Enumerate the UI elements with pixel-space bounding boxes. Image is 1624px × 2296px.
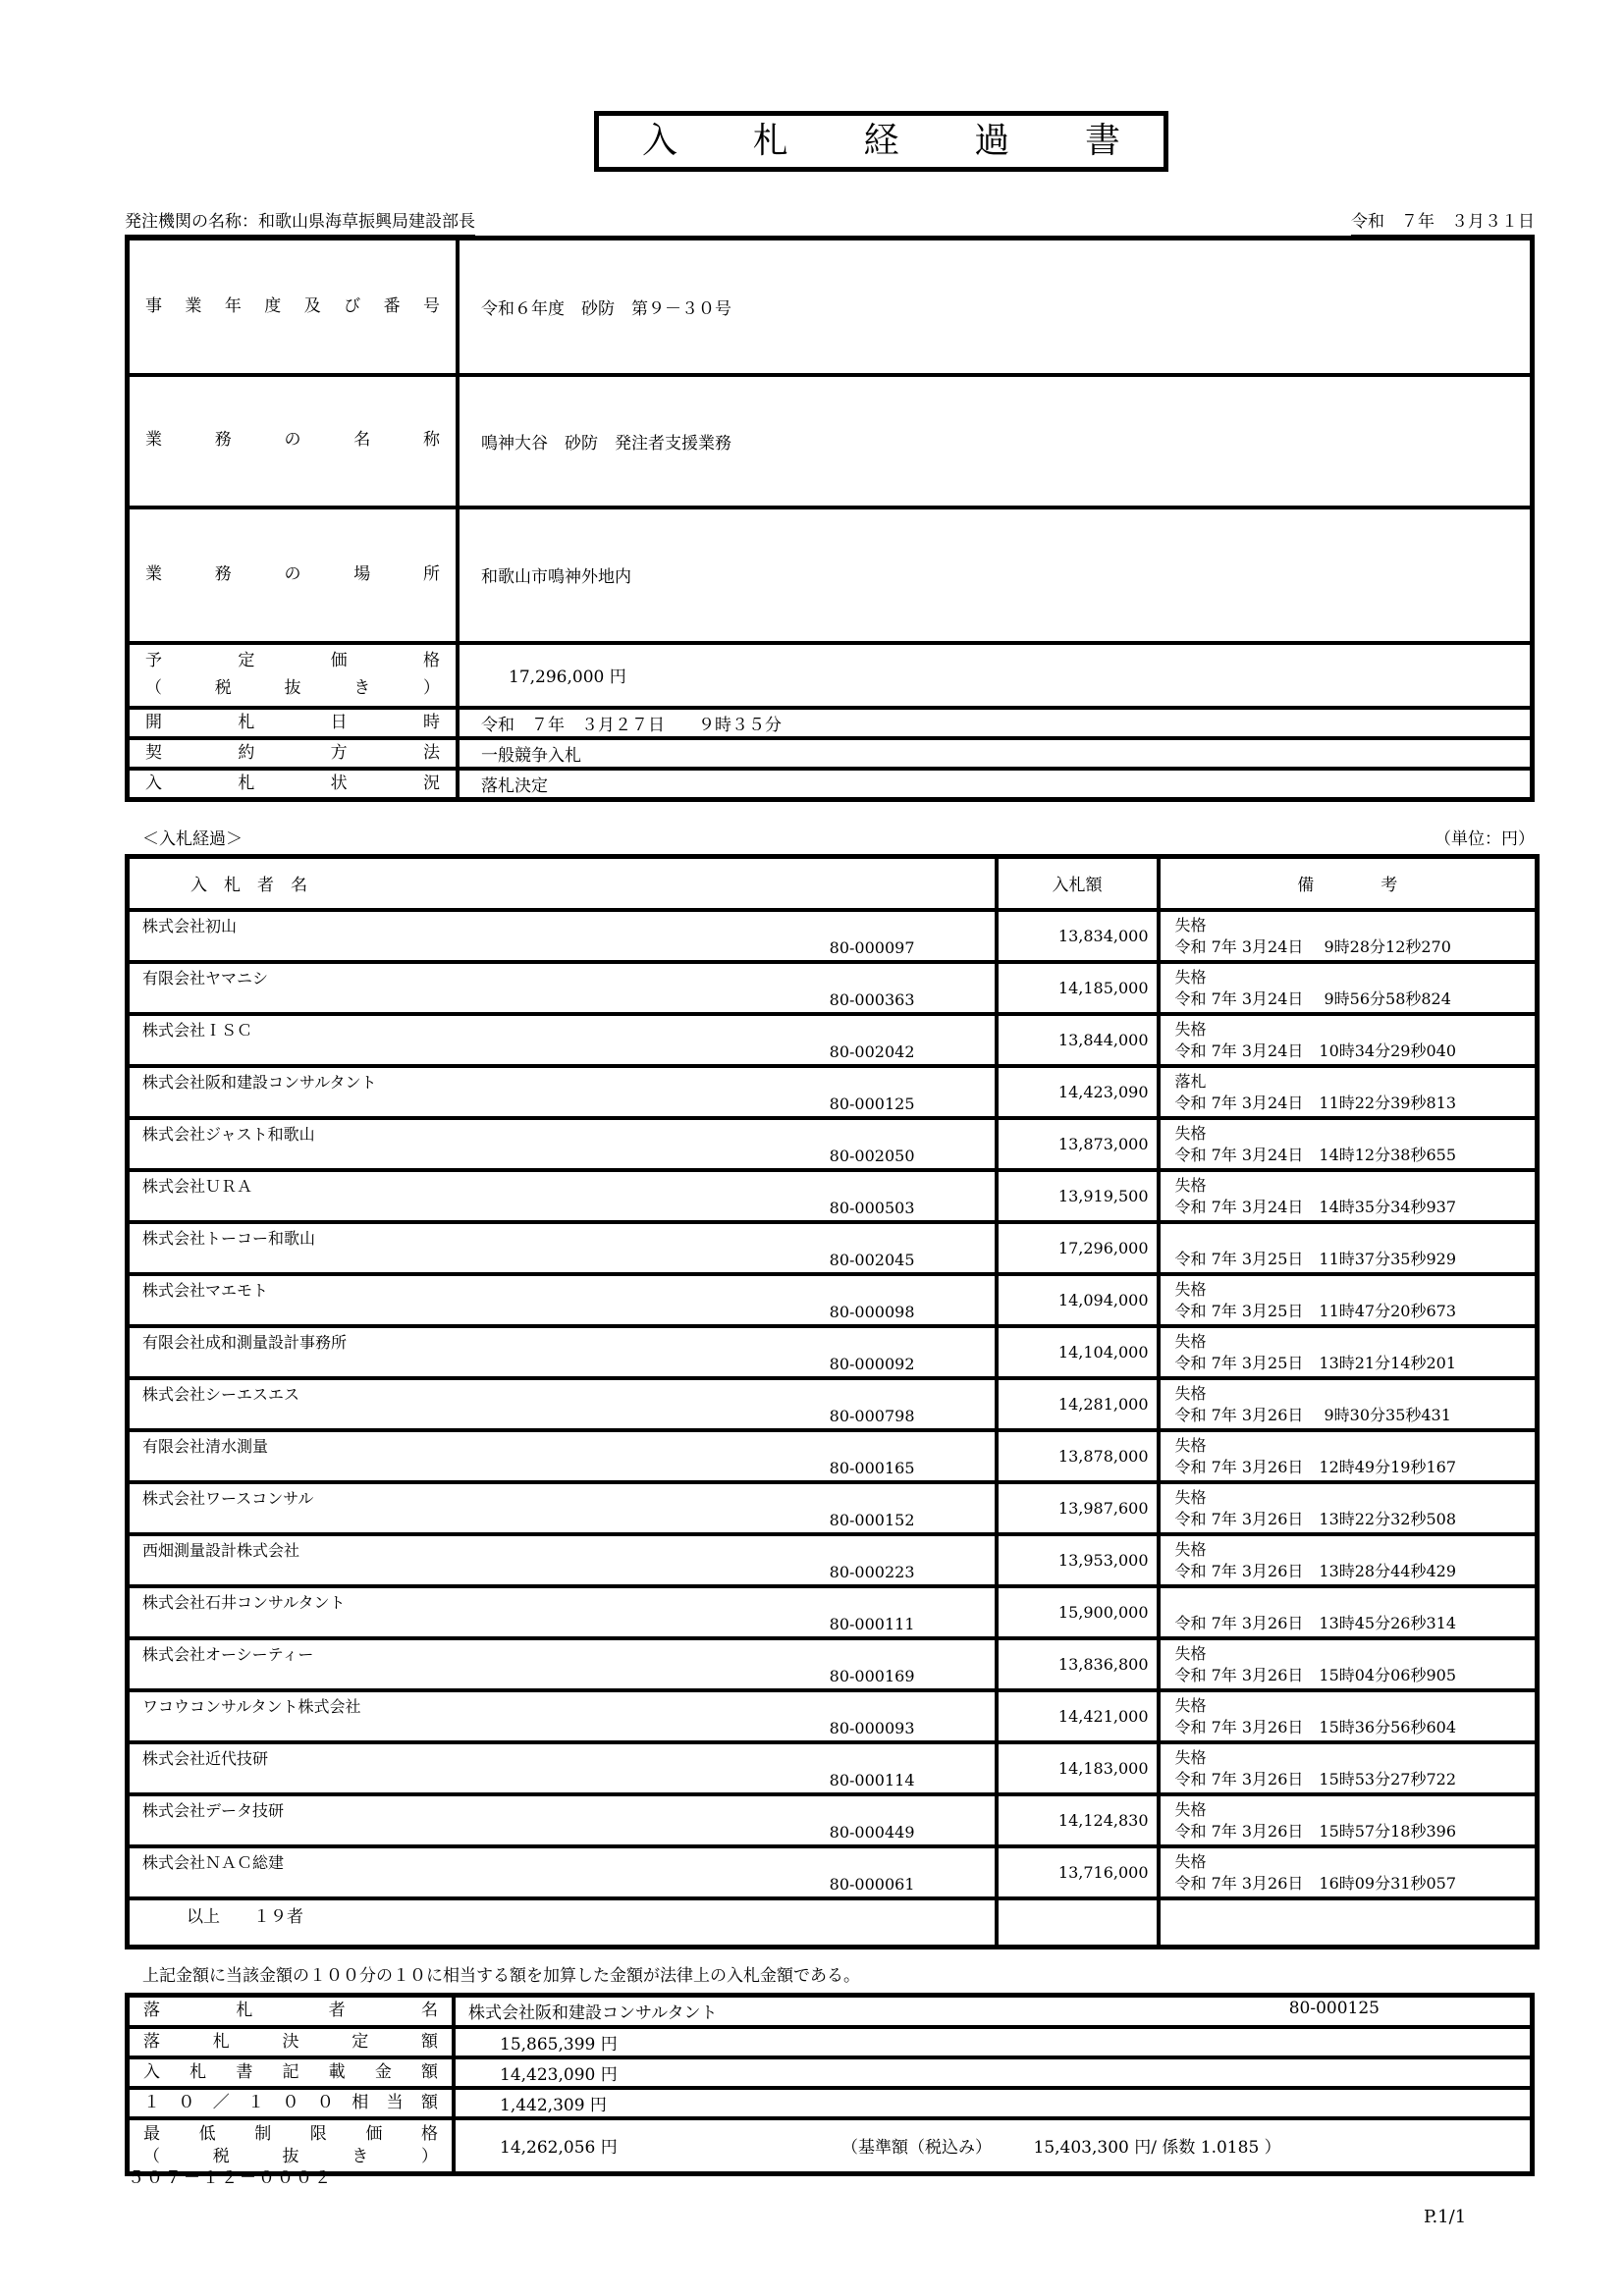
bid-amount: 13,953,000 [997, 1534, 1159, 1586]
bidder-name-cell [128, 1118, 997, 1170]
bid-timestamp: 令和 7年 3月25日 11時47分20秒673 [1174, 1301, 1457, 1320]
bidder-name: 株式会社ジャスト和歌山 [142, 1124, 315, 1144]
bidder-code: 80-000097 [829, 937, 915, 957]
summary-label: 契約方法 [145, 742, 440, 763]
remarks-cell [1159, 1534, 1538, 1586]
bid-row [128, 962, 1538, 1014]
bid-amount: 13,919,500 [997, 1170, 1159, 1222]
bid-amount: 14,185,000 [997, 962, 1159, 1014]
bid-timestamp: 令和 7年 3月26日 12時49分19秒167 [1174, 1457, 1457, 1476]
summary-row-location [128, 507, 1533, 643]
bidder-name: 株式会社トーコー和歌山 [142, 1228, 316, 1248]
bidder-name: 株式会社マエモト [142, 1280, 269, 1300]
award-value: 14,262,056 円 [500, 2138, 618, 2159]
summary-label: 予定価格 [145, 651, 440, 671]
award-row-ten-percent [128, 2088, 1533, 2118]
bid-timestamp: 令和 7年 3月24日 14時35分34秒937 [1174, 1197, 1457, 1216]
bid-row [128, 910, 1538, 962]
summary-value: 一般競争入札 [458, 738, 1533, 769]
bidder-name-cell [128, 1638, 997, 1690]
bidder-name-cell [128, 910, 997, 962]
award-row-winner [128, 1996, 1533, 2027]
bid-row [128, 1222, 1538, 1274]
bid-amount: 13,873,000 [997, 1118, 1159, 1170]
remarks-cell [1159, 1638, 1538, 1690]
summary-value: 17,296,000 円 [458, 643, 1533, 708]
bid-timestamp: 令和 7年 3月26日 13時22分32秒508 [1174, 1509, 1457, 1528]
bid-amount: 15,900,000 [997, 1586, 1159, 1638]
bid-table-header [128, 857, 1538, 910]
remarks-cell [1159, 1066, 1538, 1118]
remarks-cell [1159, 1586, 1538, 1638]
summary-label: 入札状況 [145, 773, 440, 793]
award-label: １０／１００相当額 [143, 2092, 438, 2112]
bidder-code: 80-002045 [829, 1250, 915, 1269]
remarks-cell [1159, 1430, 1538, 1482]
bidder-name: 有限会社ヤマニシ [142, 968, 269, 988]
bid-row [128, 1794, 1538, 1846]
bidder-code: 80-000125 [829, 1094, 915, 1113]
bid-amount: 14,124,830 [997, 1794, 1159, 1846]
legal-note: 上記金額に当該金額の１００分の１０に相当する額を加算した金額が法律上の入札金額である。 [142, 1966, 860, 1986]
document-title-box [594, 111, 1168, 172]
bid-row [128, 1326, 1538, 1378]
bid-status [1162, 1589, 1535, 1613]
bidder-name: 株式会社ワースコンサル [142, 1488, 314, 1508]
bidder-code: 80-002050 [829, 1146, 915, 1165]
summary-label: 開札日時 [145, 712, 440, 732]
award-label: 落札者名 [143, 2001, 438, 2021]
bidder-code: 80-002042 [829, 1041, 915, 1061]
remarks-cell [1159, 1274, 1538, 1326]
summary-label: 事業年度及び番号 [145, 295, 440, 316]
bidder-name-cell [128, 1014, 997, 1066]
bidder-name: 株式会社シーエスエス [142, 1384, 300, 1404]
bidder-name: 株式会社ＩＳＣ [142, 1020, 253, 1040]
bidder-code: 80-000111 [829, 1614, 915, 1633]
base-amount-note: （基準額（税込み） 15,403,300 円/ 係数 1.0185 ） [841, 2138, 1281, 2159]
bidder-code: 80-000449 [829, 1822, 915, 1842]
bidder-name: ワコウコンサルタント株式会社 [142, 1696, 361, 1716]
bid-amount: 14,104,000 [997, 1326, 1159, 1378]
bidder-name: 株式会社初山 [142, 916, 238, 935]
bid-timestamp: 令和 7年 3月26日 13時45分26秒314 [1174, 1613, 1457, 1632]
bid-row [128, 1534, 1538, 1586]
bid-timestamp: 令和 7年 3月26日 15時53分27秒722 [1174, 1769, 1457, 1789]
remarks-cell [1159, 1222, 1538, 1274]
bid-timestamp: 令和 7年 3月26日 9時30分35秒431 [1174, 1405, 1451, 1424]
bidder-code: 80-000169 [829, 1666, 915, 1685]
remarks-cell [1159, 1846, 1538, 1898]
bid-status: 失格 [1174, 1643, 1207, 1663]
bid-amount: 14,183,000 [997, 1742, 1159, 1794]
summary-row-contract-method [128, 738, 1533, 769]
bid-table [125, 854, 1540, 1949]
award-table [125, 1993, 1535, 2176]
remarks-cell [1159, 1326, 1538, 1378]
bidder-code: 80-000098 [829, 1302, 915, 1321]
bidder-code: 80-000152 [829, 1510, 915, 1529]
bidder-code: 80-000061 [829, 1874, 915, 1894]
bidder-name-cell [128, 1534, 997, 1586]
bidder-code: 80-000114 [829, 1770, 915, 1789]
bidder-code: 80-000093 [829, 1718, 915, 1737]
bid-row [128, 1170, 1538, 1222]
summary-row-bid-status [128, 769, 1533, 800]
bid-timestamp: 令和 7年 3月26日 13時28分44秒429 [1174, 1561, 1457, 1580]
empty-bid-row [128, 1898, 1538, 1948]
bidder-code: 80-000798 [829, 1406, 915, 1425]
summary-value: 落札決定 [458, 769, 1533, 800]
bid-status: 失格 [1174, 1851, 1207, 1871]
bid-amount: 14,421,000 [997, 1690, 1159, 1742]
bid-timestamp: 令和 7年 3月24日 9時56分58秒824 [1174, 988, 1451, 1008]
bid-status: 失格 [1174, 1383, 1207, 1403]
bidder-name-cell [128, 1742, 997, 1794]
award-label-line2: （税抜き） [143, 2146, 438, 2166]
bidder-code: 80-000092 [829, 1354, 915, 1373]
remarks-cell [1159, 1378, 1538, 1430]
bid-amount: 13,834,000 [997, 910, 1159, 962]
bid-status: 失格 [1174, 915, 1207, 934]
bid-status: 失格 [1174, 1279, 1207, 1299]
remarks-cell [1159, 1742, 1538, 1794]
summary-label-line2: （税抜き） [145, 677, 440, 698]
remarks-cell [1159, 1014, 1538, 1066]
bid-timestamp: 令和 7年 3月26日 15時36分56秒604 [1174, 1717, 1457, 1736]
bid-row [128, 1586, 1538, 1638]
document-date: 令和 ７年 ３月３１日 [1351, 207, 1535, 237]
bid-row [128, 1118, 1538, 1170]
summary-row-opening-datetime [128, 708, 1533, 738]
bidder-count-note: 以上 １９者 [187, 1907, 303, 1927]
bidder-name-cell [128, 1274, 997, 1326]
winner-code: 80-000125 [1288, 1999, 1380, 2019]
bid-status: 落札 [1174, 1071, 1207, 1091]
winner-name: 株式会社阪和建設コンサルタント [468, 2003, 718, 2024]
bid-timestamp: 令和 7年 3月26日 15時57分18秒396 [1174, 1821, 1457, 1841]
bid-amount: 14,094,000 [997, 1274, 1159, 1326]
bidder-name-cell [128, 1430, 997, 1482]
bidder-name: 西畑測量設計株式会社 [142, 1540, 300, 1560]
award-row-minimum-price [128, 2118, 1533, 2174]
summary-value: 和歌山市鳴神外地内 [458, 507, 1533, 643]
unit-note: （単位：円） [1435, 829, 1535, 849]
document-number: ５０７－１２－０００２ [128, 2168, 333, 2188]
bid-timestamp: 令和 7年 3月25日 13時21分14秒201 [1174, 1353, 1457, 1372]
award-label: 最低制限価格 [143, 2123, 438, 2144]
bidder-name-cell [128, 1170, 997, 1222]
bidder-name-cell [128, 1846, 997, 1898]
bid-amount: 13,878,000 [997, 1430, 1159, 1482]
summary-value: 令和６年度 砂防 第９－３０号 [458, 239, 1533, 375]
bid-timestamp: 令和 7年 3月24日 10時34分29秒040 [1174, 1041, 1457, 1060]
award-row-decided-amount [128, 2027, 1533, 2057]
remarks-cell [1159, 1794, 1538, 1846]
bid-row [128, 1742, 1538, 1794]
summary-row-planned-price [128, 643, 1533, 708]
bidder-name: 株式会社石井コンサルタント [142, 1592, 346, 1612]
bidder-name: 株式会社ＵＲＡ [142, 1176, 253, 1196]
bid-status: 失格 [1174, 1539, 1207, 1559]
bidder-name-cell [128, 1586, 997, 1638]
remarks-cell [1159, 1690, 1538, 1742]
bidder-name: 株式会社オーシーティー [142, 1644, 314, 1664]
bid-status: 失格 [1174, 1487, 1207, 1507]
bidder-name-cell [128, 1482, 997, 1534]
bid-status: 失格 [1174, 1175, 1207, 1195]
remarks-cell [1159, 1170, 1538, 1222]
bid-timestamp: 令和 7年 3月25日 11時37分35秒929 [1174, 1249, 1457, 1268]
bid-row [128, 1482, 1538, 1534]
bid-row [128, 1690, 1538, 1742]
bidder-name: 有限会社成和測量設計事務所 [142, 1332, 348, 1352]
bidder-code: 80-000363 [829, 989, 915, 1009]
bid-row [128, 1638, 1538, 1690]
bid-amount: 13,844,000 [997, 1014, 1159, 1066]
bid-status: 失格 [1174, 1747, 1207, 1767]
bid-status: 失格 [1174, 1123, 1207, 1143]
bidder-name-cell [128, 962, 997, 1014]
award-label: 入札書記載金額 [143, 2061, 438, 2082]
bid-timestamp: 令和 7年 3月26日 15時04分06秒905 [1174, 1665, 1457, 1684]
bid-timestamp: 令和 7年 3月24日 9時28分12秒270 [1174, 936, 1451, 956]
summary-row-project-number [128, 239, 1533, 375]
summary-label: 業務の場所 [145, 563, 440, 584]
award-row-bid-written-amount [128, 2057, 1533, 2088]
bid-status: 失格 [1174, 1331, 1207, 1351]
bid-timestamp: 令和 7年 3月24日 14時12分38秒655 [1174, 1145, 1457, 1164]
bid-status: 失格 [1174, 967, 1207, 987]
award-value: 15,865,399 円 [500, 2034, 618, 2055]
remarks-cell [1159, 962, 1538, 1014]
bidder-code: 80-000165 [829, 1458, 915, 1477]
bid-row [128, 1066, 1538, 1118]
bid-amount: 13,716,000 [997, 1846, 1159, 1898]
award-value: 14,423,090 円 [500, 2064, 618, 2085]
summary-label: 業務の名称 [145, 430, 440, 451]
bid-amount: 13,987,600 [997, 1482, 1159, 1534]
bid-timestamp: 令和 7年 3月24日 11時22分39秒813 [1174, 1093, 1457, 1112]
summary-table [125, 236, 1535, 802]
bid-amount: 13,836,800 [997, 1638, 1159, 1690]
bid-amount: 14,423,090 [997, 1066, 1159, 1118]
bidder-name-cell [128, 1378, 997, 1430]
bid-status: 失格 [1174, 1019, 1207, 1039]
bidder-code: 80-000503 [829, 1198, 915, 1217]
bid-row [128, 1430, 1538, 1482]
bid-status: 失格 [1174, 1435, 1207, 1455]
summary-row-project-name [128, 375, 1533, 507]
bidder-name: 株式会社近代技研 [142, 1748, 269, 1768]
bidder-name-cell [128, 1326, 997, 1378]
bidder-name: 株式会社ＮＡＣ総建 [142, 1852, 285, 1872]
col-bid-amount: 入札額 [997, 857, 1159, 910]
bid-row [128, 1014, 1538, 1066]
bidder-name: 株式会社阪和建設コンサルタント [142, 1072, 377, 1092]
remarks-cell [1159, 1482, 1538, 1534]
col-remarks: 備 考 [1159, 857, 1538, 910]
bid-section-caption: ＜入札経過＞ [142, 829, 243, 849]
ordering-agency: 発注機関の名称：和歌山県海草振興局建設部長 [125, 207, 475, 237]
col-bidder-name: 入 札 者 名 [128, 857, 997, 910]
bidder-name: 有限会社清水測量 [142, 1436, 269, 1456]
bid-status [1162, 1225, 1535, 1249]
document-title: 入札経過書 [642, 121, 1120, 161]
bid-row [128, 1378, 1538, 1430]
summary-value: 令和 ７年 ３月２７日 ９時３５分 [458, 708, 1533, 738]
bidder-name: 株式会社データ技研 [142, 1800, 285, 1820]
bidder-name-cell [128, 1066, 997, 1118]
page-number: P.1/1 [1424, 2207, 1467, 2227]
bidder-code: 80-000223 [829, 1562, 915, 1581]
bid-timestamp: 令和 7年 3月26日 16時09分31秒057 [1174, 1873, 1457, 1893]
bidder-name-cell [128, 1222, 997, 1274]
bidder-name-cell [128, 1690, 997, 1742]
remarks-cell [1159, 1118, 1538, 1170]
bid-row [128, 1274, 1538, 1326]
bidder-name-cell [128, 1794, 997, 1846]
award-label: 落札決定額 [143, 2031, 438, 2052]
remarks-cell [1159, 910, 1538, 962]
bid-amount: 17,296,000 [997, 1222, 1159, 1274]
bid-row [128, 1846, 1538, 1898]
bid-status: 失格 [1174, 1695, 1207, 1715]
summary-value: 鳴神大谷 砂防 発注者支援業務 [458, 375, 1533, 507]
bid-amount: 14,281,000 [997, 1378, 1159, 1430]
award-value: 1,442,309 円 [500, 2095, 607, 2115]
bid-status: 失格 [1174, 1799, 1207, 1819]
